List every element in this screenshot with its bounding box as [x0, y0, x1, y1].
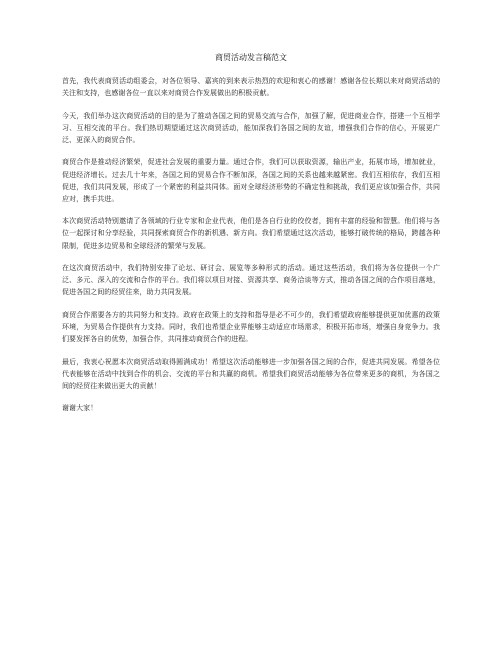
document-title: 商贸活动发言稿范文 [215, 53, 287, 62]
paragraph-7: 最后，我衷心祝愿本次商贸活动取得圆满成功！希望这次活动能够进一步加强各国之间的合作，促进共同发展。希望各位代表能够在活动中找到合作的机会、交流的平台和共赢的商机。希望我们商贸活动能够为各位带来更多的商机，为各国之间的经贸往来做出更大的贡献！ [62, 357, 440, 390]
paragraph-4: 本次商贸活动特别邀请了各领域的行业专家和企业代表，他们是各自行业的佼佼者，拥有丰富的经验和智慧。他们将与各位一起探讨和分享经验，共同探索商贸合作的新机遇、新方向。我们希望通过这次活动，能够打破传统的格局，跨越各种限制，促进多边贸易和全球经济的繁荣与发展。 [62, 217, 440, 250]
paragraph-1: 首先，我代表商贸活动组委会，对各位领导、嘉宾的到来表示热烈的欢迎和衷心的感谢！感谢各位长期以来对商贸活动的关注和支持，也感谢各位一直以来对商贸合作发展做出的积极贡献。 [62, 77, 440, 98]
paragraph-2: 今天，我们举办这次商贸活动的目的是为了推动各国之间的贸易交流与合作，加强了解，促进商业合作，搭建一个互相学习、互相交流的平台。我们热切期望通过这次商贸活动，能加深我们各国之间的友谊，增强我们合作的信心，开展更广泛、更深入的商贸合作。 [62, 111, 440, 144]
paragraph-5: 在这次商贸活动中，我们特别安排了论坛、研讨会、展览等多种形式的活动。通过这些活动，我们将为各位提供一个广泛、多元、深入的交流和合作的平台。我们将以项目对接、资源共享、商务洽谈等方式，推动各国之间的合作项目落地，促进各国之间的经贸往来，助力共同发展。 [62, 264, 440, 297]
document-page [62, 52, 440, 425]
closing-line: 谢谢大家！ [62, 404, 98, 413]
paragraph-3: 商贸合作是推动经济繁荣，促进社会发展的重要力量。通过合作，我们可以获取资源，输出产业，拓展市场，增加就业，促进经济增长。过去几十年来，各国之间的贸易合作不断加深，各国之间的关系也越来越紧密。我们互相依存，我们互相促进，我们共同发展，形成了一个紧密的利益共同体。面对全球经济形势的不确定性和挑战，我们更应该加强合作，共同应对，携手共进。 [62, 158, 440, 203]
paragraph-6: 商贸合作需要各方的共同努力和支持。政府在政策上的支持和指导是必不可少的，我们希望政府能够提供更加优惠的政策环境，为贸易合作提供有力支持。同时，我们也希望企业界能够主动适应市场需求，积极开拓市场，增强自身竞争力。我们要发挥各自的优势，加强合作，共同推动商贸合作的进程。 [62, 310, 440, 344]
